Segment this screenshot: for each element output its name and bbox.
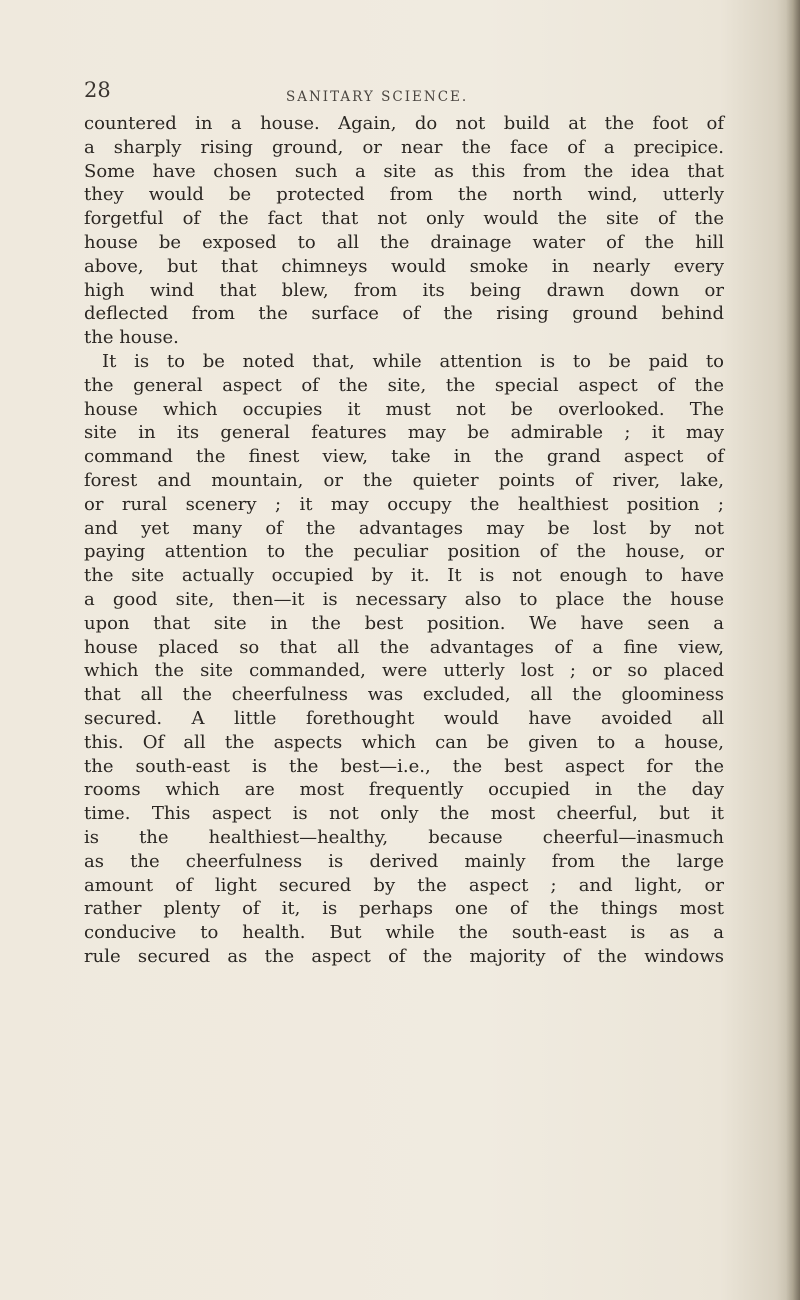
text-line: and yet many of the advantages may be lost by not <box>84 517 724 539</box>
text-line: that all the cheerfulness was excluded, all the gloominess <box>84 684 724 706</box>
text-line: the site actually occupied by it. It is not enough to have <box>84 565 724 587</box>
text-line: the south-east is the best—i.e., the best aspect for the <box>84 755 724 777</box>
text-line: is the healthiest—healthy, because cheerful—inasmuch <box>84 826 724 848</box>
text-line: a good site, then—it is necessary also to place the house <box>84 588 724 610</box>
body-text <box>84 112 724 969</box>
text-line: paying attention to the peculiar position of the house, or <box>84 541 724 563</box>
text-line: above, but that chimneys would smoke in nearly every <box>84 255 724 277</box>
text-line: Some have chosen such a site as this from the idea that <box>84 160 724 182</box>
text-line: house placed so that all the advantages of a fine view, <box>84 636 724 658</box>
text-line: they would be protected from the north wind, utterly <box>84 184 724 206</box>
running-head: SANITARY SCIENCE. <box>286 89 469 105</box>
paragraph-start-line: It is to be noted that, while attention is to be paid to <box>102 350 724 372</box>
page-number: 28 <box>84 78 111 102</box>
page-edge-shadow <box>786 0 800 1300</box>
page-header <box>84 78 724 108</box>
text-line: forgetful of the fact that not only would the site of the <box>84 208 724 230</box>
text-line: rule secured as the aspect of the majority of the windows <box>84 945 724 967</box>
text-line: this. Of all the aspects which can be given to a house, <box>84 731 724 753</box>
text-line: rooms which are most frequently occupied in the day <box>84 779 724 801</box>
text-line: amount of light secured by the aspect ; and light, or <box>84 874 724 896</box>
text-line: secured. A little forethought would have avoided all <box>84 707 724 729</box>
text-line: the house. <box>84 327 179 349</box>
text-line: command the finest view, take in the grand aspect of <box>84 446 724 468</box>
text-line: deflected from the surface of the rising ground behind <box>84 303 724 325</box>
text-line: upon that site in the best position. We have seen a <box>84 612 724 634</box>
text-line: a sharply rising ground, or near the face of a precipice. <box>84 136 724 158</box>
text-line: as the cheerfulness is derived mainly from the large <box>84 850 724 872</box>
text-line: house which occupies it must not be overlooked. The <box>84 398 724 420</box>
text-line: house be exposed to all the drainage water of the hill <box>84 231 724 253</box>
text-line: the general aspect of the site, the special aspect of the <box>84 374 724 396</box>
text-line: high wind that blew, from its being drawn down or <box>84 279 724 301</box>
text-line: which the site commanded, were utterly lost ; or so placed <box>84 660 724 682</box>
text-line: time. This aspect is not only the most cheerful, but it <box>84 803 724 825</box>
text-line: site in its general features may be admirable ; it may <box>84 422 724 444</box>
text-line: or rural scenery ; it may occupy the healthiest position ; <box>84 493 724 515</box>
text-line: forest and mountain, or the quieter points of river, lake, <box>84 469 724 491</box>
text-line: conducive to health. But while the south-east is as a <box>84 922 724 944</box>
text-line: countered in a house. Again, do not build at the foot of <box>84 113 724 134</box>
text-line: rather plenty of it, is perhaps one of the things most <box>84 898 724 920</box>
